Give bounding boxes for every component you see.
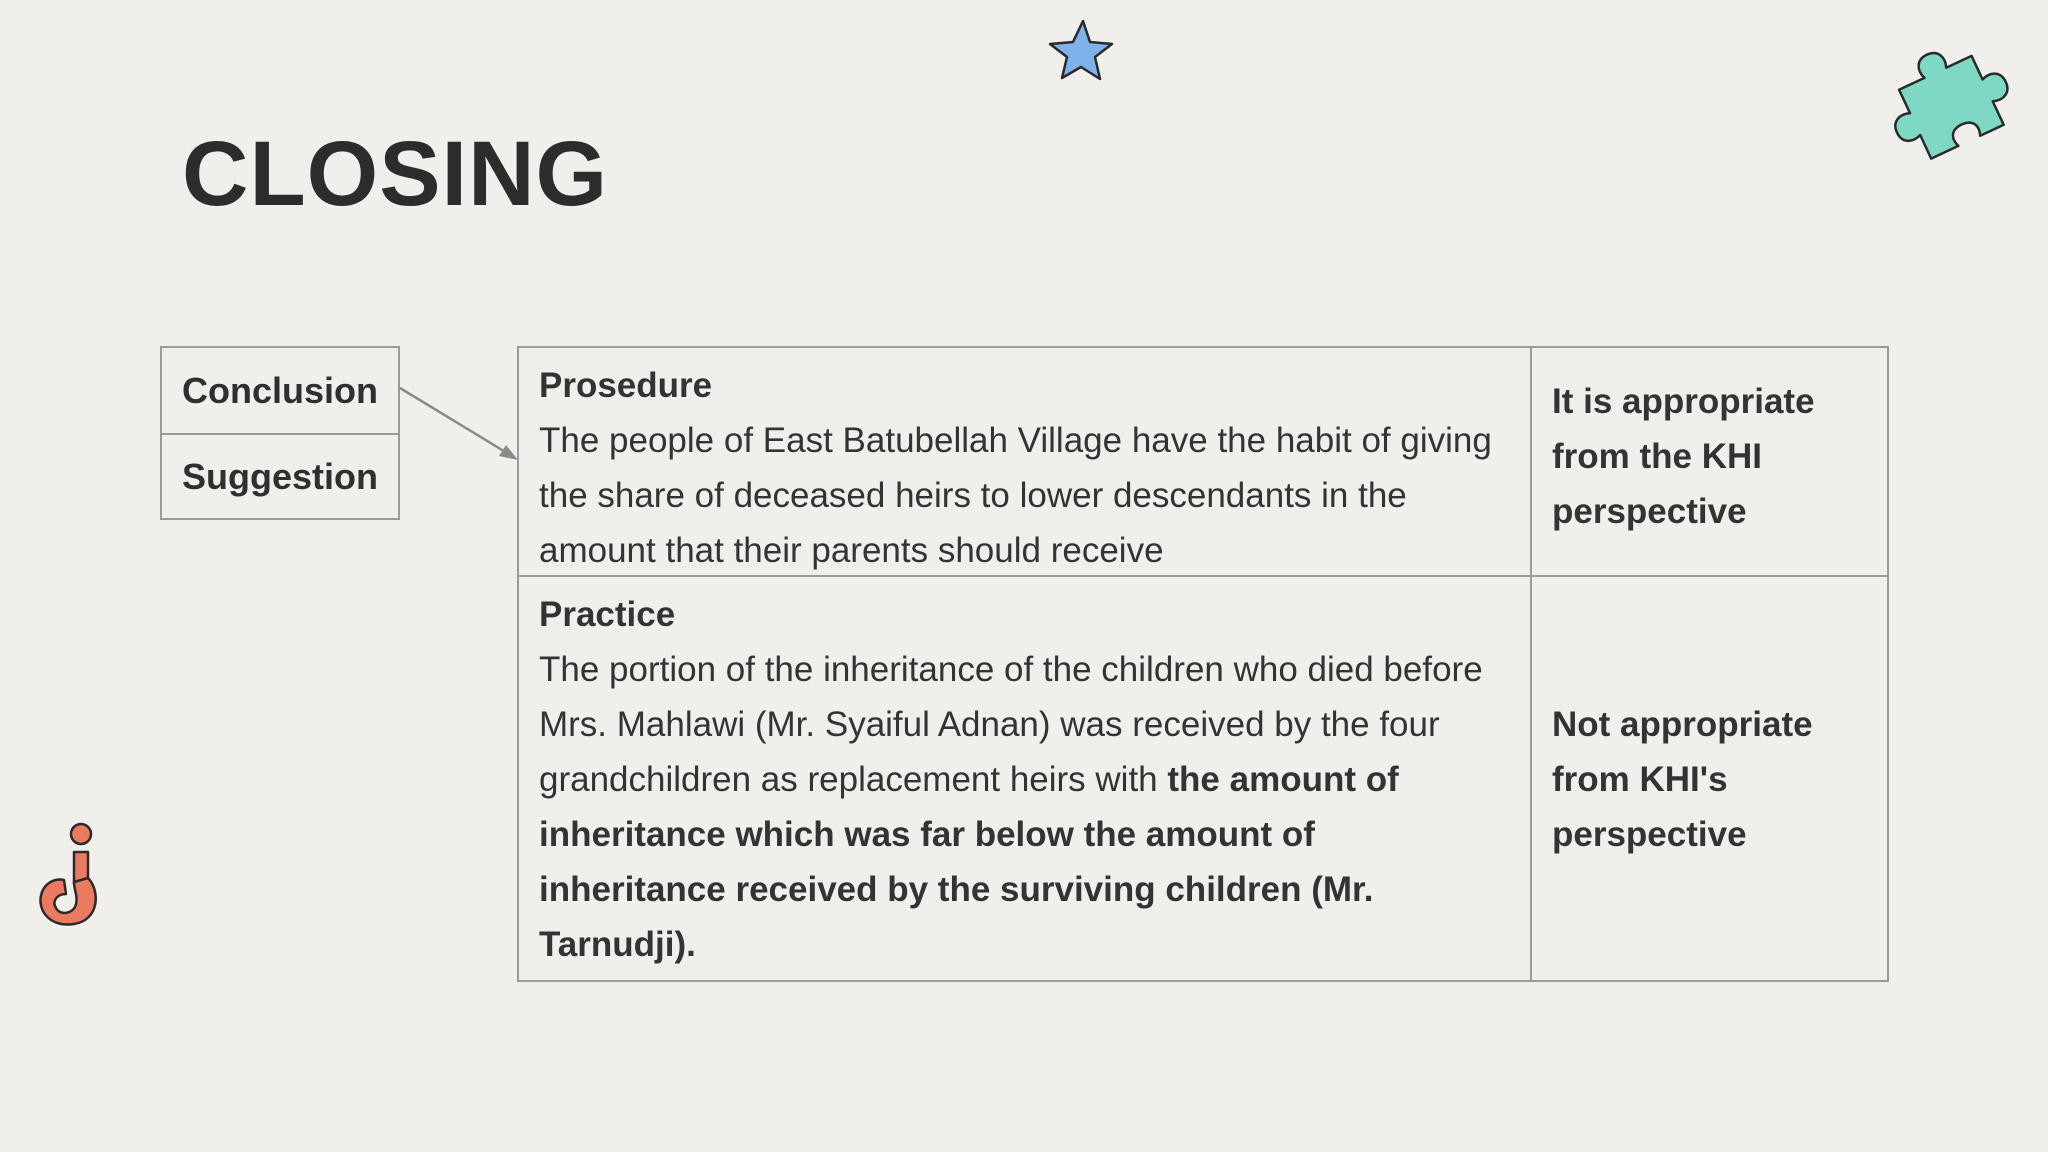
connector-arrow-icon bbox=[396, 384, 522, 464]
practice-heading: Practice bbox=[539, 595, 676, 634]
table-row-practice-description bbox=[519, 577, 1532, 982]
procedure-verdict: It is appropriate from the KHI perspective bbox=[1552, 382, 1815, 531]
table-row-procedure-verdict bbox=[1532, 348, 1887, 577]
procedure-heading: Prosedure bbox=[539, 366, 713, 405]
section-nav bbox=[160, 346, 400, 520]
table-row-procedure-description bbox=[519, 348, 1532, 577]
question-mark-icon bbox=[30, 820, 104, 932]
nav-item-suggestion[interactable]: Suggestion bbox=[162, 433, 398, 518]
practice-body: The portion of the inheritance of the children who died before Mrs. Mahlawi (Mr. Syaiful Adnan) was received by the four grandchildren as replacement heirs with bbox=[539, 650, 1483, 799]
puzzle-piece-icon bbox=[1878, 30, 2018, 170]
comparison-table bbox=[517, 346, 1889, 982]
practice-body-emphasis: the amount of inheritance which was far below the amount of inheritance received by the surviving children (Mr. Tarnudji). bbox=[539, 760, 1399, 964]
table-row-practice-verdict bbox=[1532, 577, 1887, 982]
practice-verdict: Not appropriate from KHI's perspective bbox=[1552, 705, 1813, 854]
nav-item-conclusion[interactable]: Conclusion bbox=[182, 369, 378, 411]
procedure-body: The people of East Batubellah Village have the habit of giving the share of deceased heirs to lower descendants in the amount that their parents should receive bbox=[539, 421, 1492, 570]
slide-title: CLOSING bbox=[182, 123, 609, 225]
star-icon bbox=[1046, 18, 1116, 84]
